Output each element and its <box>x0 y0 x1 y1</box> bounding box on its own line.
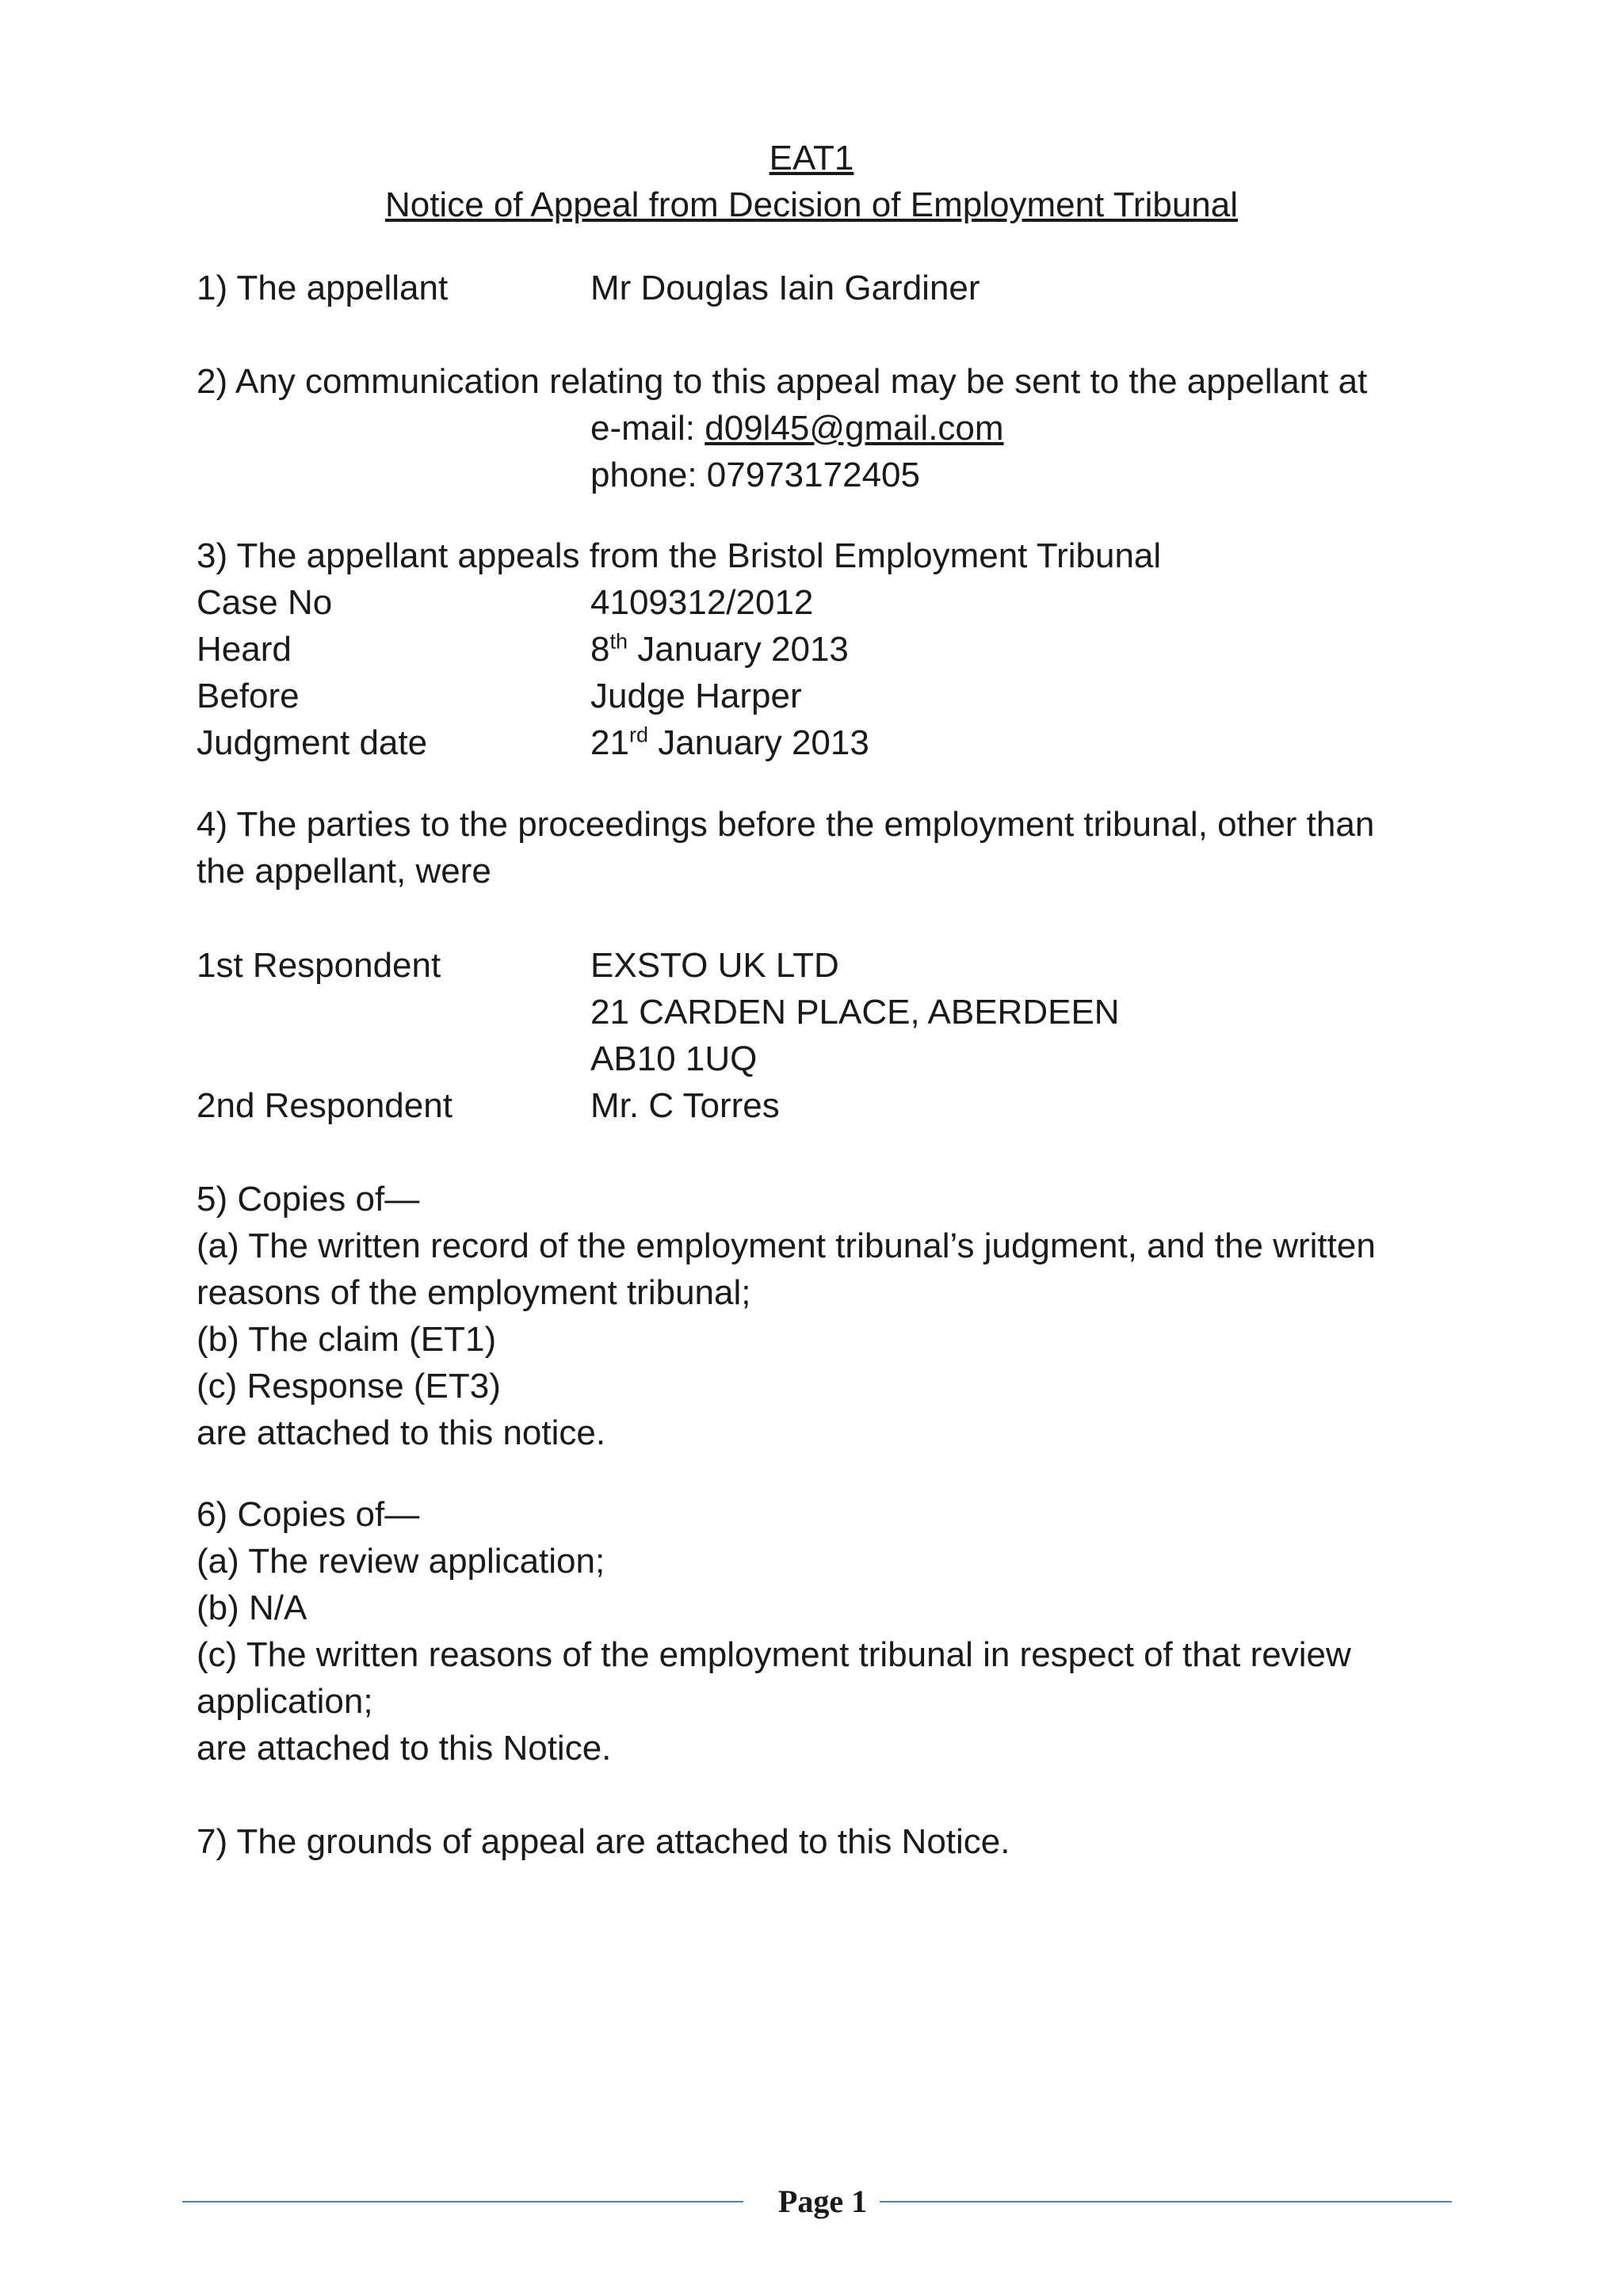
respondent1-address-line1: 21 CARDEN PLACE, ABERDEEN <box>590 993 1120 1032</box>
email-link[interactable]: d09l45@gmail.com <box>705 409 1004 448</box>
copies-item-a: (a) The written record of the employment tribunal’s judgment, and the written <box>197 1226 1376 1265</box>
heard-day: 8 <box>590 630 610 669</box>
before-value: Judge Harper <box>590 677 802 715</box>
tribunal-intro: 3) The appellant appeals from the Bristol Employment Tribunal <box>197 536 1162 575</box>
copies-attached-note: are attached to this notice. <box>197 1413 606 1452</box>
document-title: Notice of Appeal from Decision of Employment Tribunal <box>384 185 1239 224</box>
case-no-value: 4109312/2012 <box>590 583 814 622</box>
appellant-name: Mr Douglas Iain Gardiner <box>590 269 980 307</box>
review-item-a: (a) The review application; <box>197 1542 605 1581</box>
page-number: Page 1 <box>777 2183 868 2219</box>
heard-label: Heard <box>197 630 292 669</box>
review-copies-heading: 6) Copies of— <box>197 1495 420 1534</box>
before-label: Before <box>197 677 300 715</box>
review-item-c-cont: application; <box>197 1682 373 1721</box>
case-no-label: Case No <box>197 583 333 622</box>
respondent1-name: EXSTO UK LTD <box>590 946 839 985</box>
parties-intro-line1: 4) The parties to the proceedings before the employment tribunal, other than <box>197 805 1375 844</box>
judgment-date-value <box>590 719 869 766</box>
copies-heading: 5) Copies of— <box>197 1180 420 1219</box>
communication-intro: 2) Any communication relating to this appeal may be sent to the appellant at <box>197 362 1368 401</box>
respondent2-label: 2nd Respondent <box>197 1086 453 1125</box>
copies-item-a-cont: reasons of the employment tribunal; <box>197 1273 751 1312</box>
grounds-of-appeal-note: 7) The grounds of appeal are attached to this Notice. <box>197 1822 1010 1861</box>
footer-rule-right <box>880 2201 1452 2203</box>
form-code-title: EAT1 <box>769 139 854 177</box>
respondent2-name: Mr. C Torres <box>590 1086 780 1125</box>
heard-month-year: January 2013 <box>628 630 849 669</box>
copies-item-c: (c) Response (ET3) <box>197 1367 501 1405</box>
parties-intro-line2: the appellant, were <box>197 852 491 891</box>
phone-line: phone: 07973172405 <box>590 456 920 494</box>
judgment-month-year: January 2013 <box>647 723 869 762</box>
heard-value <box>590 626 849 673</box>
judgment-ordinal: rd <box>628 723 648 747</box>
respondent1-label: 1st Respondent <box>197 946 441 985</box>
review-item-b: (b) N/A <box>197 1589 307 1627</box>
footer-rule-left <box>182 2201 743 2203</box>
review-item-c: (c) The written reasons of the employment tribunal in respect of that review <box>197 1635 1351 1674</box>
email-line <box>590 405 1004 452</box>
respondent1-address-line2: AB10 1UQ <box>590 1039 758 1078</box>
appellant-label: 1) The appellant <box>197 269 449 307</box>
judgment-date-label: Judgment date <box>197 723 428 762</box>
judgment-day: 21 <box>590 723 629 762</box>
heard-ordinal: th <box>609 629 628 654</box>
copies-item-b: (b) The claim (ET1) <box>197 1320 497 1359</box>
email-label: e-mail: <box>590 409 705 448</box>
review-attached-note: are attached to this Notice. <box>197 1729 612 1768</box>
